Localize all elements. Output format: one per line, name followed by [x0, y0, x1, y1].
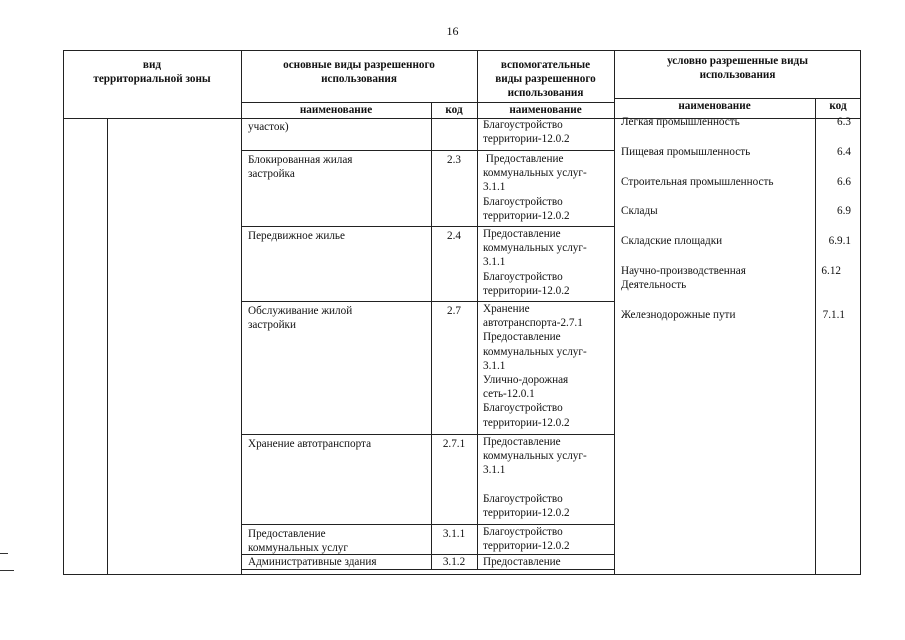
main-row-name: Блокированная жилая застройка — [248, 154, 353, 181]
divider — [241, 150, 614, 151]
margin-mark — [0, 553, 8, 554]
main-row-code: 3.1.1 — [442, 528, 466, 540]
main-row-code: 2.7.1 — [442, 438, 466, 450]
cond-row-name: Строительная промышленность — [621, 176, 774, 188]
cond-row-name: Научно-производственная Деятельность — [621, 265, 746, 292]
cond-row-code: 6.3 — [837, 116, 851, 128]
subheader-cond-code: код — [829, 100, 847, 112]
cond-row-code: 6.9.1 — [828, 235, 851, 247]
main-row-code: 2.4 — [447, 230, 461, 242]
aux-row: Благоустройство территории-12.0.2 — [483, 526, 570, 553]
aux-row: Хранение автотранспорта-2.7.1 Предоставление коммунальных услуг- 3.1.1 Улично-дорожная сеть-12.0.1 Благоустройство территории-12.0.2 — [483, 303, 587, 429]
divider — [614, 50, 615, 575]
cond-row-name: Железнодорожные пути — [621, 309, 736, 321]
divider — [477, 50, 478, 569]
main-row-name: Передвижное жилье — [248, 230, 345, 242]
aux-row: Предоставление коммунальных услуг- 3.1.1 Благоустройство территории-12.0.2 — [483, 153, 587, 222]
cond-row-code: 6.6 — [837, 176, 851, 188]
main-row-name: Обслуживание жилой застройки — [248, 305, 353, 332]
aux-row: Предоставление коммунальных услуг- 3.1.1 Благоустройство территории-12.0.2 — [483, 228, 587, 297]
main-row-code: 2.7 — [447, 305, 461, 317]
subheader-aux-name: наименование — [509, 104, 582, 116]
header-aux: вспомогательные виды разрешенного использования — [495, 59, 596, 100]
aux-row: Предоставление коммунальных услуг- 3.1.1 Благоустройство территории-12.0.2 — [483, 436, 587, 520]
aux-row: Благоустройство территории-12.0.2 — [483, 119, 570, 146]
subheader-main-name: наименование — [299, 104, 373, 116]
divider — [241, 50, 242, 575]
cond-row-name: Склады — [621, 205, 658, 217]
divider — [107, 118, 108, 575]
divider — [431, 102, 432, 569]
cond-row-name: Пищевая промышленность — [621, 146, 751, 158]
cond-row-code: 6.4 — [837, 146, 851, 158]
cond-row-code: 7.1.1 — [822, 309, 845, 321]
subheader-cond-name: наименование — [678, 100, 751, 112]
main-row-name: Административные здания — [248, 556, 377, 568]
divider — [815, 98, 816, 575]
header-zone: вид территориальной зоны — [93, 59, 211, 86]
cond-row-name: Складские площадки — [621, 235, 723, 247]
main-row-name: Предоставление коммунальных услуг — [248, 528, 348, 555]
cond-row-code: 6.12 — [821, 265, 841, 277]
main-row-name: участок) — [248, 121, 289, 133]
main-row-name: Хранение автотранспорта — [248, 438, 372, 450]
aux-row: Предоставление — [483, 556, 561, 568]
margin-mark — [0, 570, 14, 571]
divider — [63, 118, 861, 119]
header-conditional: условно разрешенные виды использования — [667, 55, 808, 82]
cond-row-name: Легкая промышленность — [621, 116, 740, 128]
subheader-main-code: код — [445, 104, 463, 116]
main-row-code: 2.3 — [447, 154, 461, 166]
header-main: основные виды разрешенного использования — [283, 59, 435, 86]
main-row-code: 3.1.2 — [442, 556, 466, 568]
cond-row-code: 6.9 — [837, 205, 851, 217]
page-number: 16 — [446, 24, 459, 38]
